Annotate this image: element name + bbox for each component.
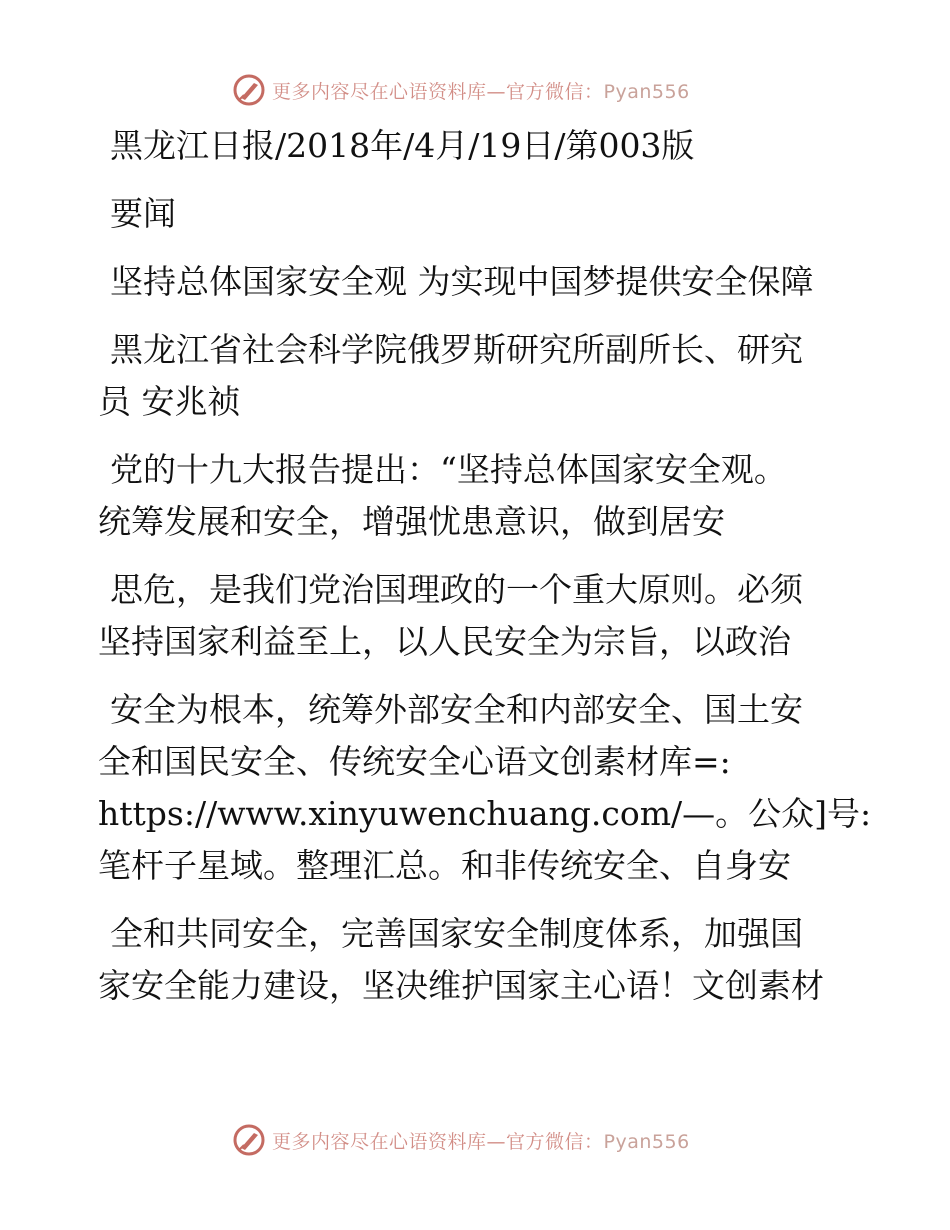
paragraph-3-line-2: 全和国民安全、传统安全心语文创素材库=:	[98, 742, 731, 781]
paragraph-2-line-2: 坚持国家利益至上，以人民安全为宗旨，以政治	[98, 622, 791, 661]
paragraph-3-line-1: 安全为根本，统筹外部安全和内部安全、国土安	[110, 690, 803, 729]
quill-seal-icon	[232, 73, 266, 107]
article-section: 要闻	[110, 194, 176, 233]
paragraph-2-line-1: 思危，是我们党治国理政的一个重大原则。必须	[110, 570, 803, 609]
quill-seal-icon	[232, 1123, 266, 1157]
paragraph-4-line-1: 全和共同安全，完善国家安全制度体系，加强国	[110, 914, 803, 953]
watermark-banner-top	[232, 72, 690, 108]
article-title: 坚持总体国家安全观 为实现中国梦提供安全保障	[110, 262, 814, 301]
author-line-2: 员 安兆祯	[98, 382, 241, 421]
paragraph-3-line-4: 笔杆子星域。整理汇总。和非传统安全、自身安	[98, 846, 791, 885]
paragraph-3-line-3: https://www.xinyuwenchuang.com/—。公众]号:	[98, 794, 872, 833]
paragraph-1-line-2: 统筹发展和安全，增强忧患意识，做到居安	[98, 502, 725, 541]
article-body	[98, 120, 872, 1012]
wechat-id: Pyan556	[603, 80, 690, 103]
paragraph-1-line-1: 党的十九大报告提出：“坚持总体国家安全观。	[110, 450, 787, 489]
watermark-text: 更多内容尽在心语资料库—官方微信：Pyan556	[272, 80, 690, 103]
watermark-banner-bottom	[232, 1122, 690, 1158]
article-meta: 黑龙江日报/2018年/4月/19日/第003版	[110, 126, 695, 165]
wechat-id: Pyan556	[603, 1130, 690, 1153]
author-line-1: 黑龙江省社会科学院俄罗斯研究所副所长、研究	[110, 330, 803, 369]
paragraph-4-line-2: 家安全能力建设，坚决维护国家主心语！文创素材	[98, 966, 824, 1005]
watermark-text: 更多内容尽在心语资料库—官方微信：Pyan556	[272, 1130, 690, 1153]
